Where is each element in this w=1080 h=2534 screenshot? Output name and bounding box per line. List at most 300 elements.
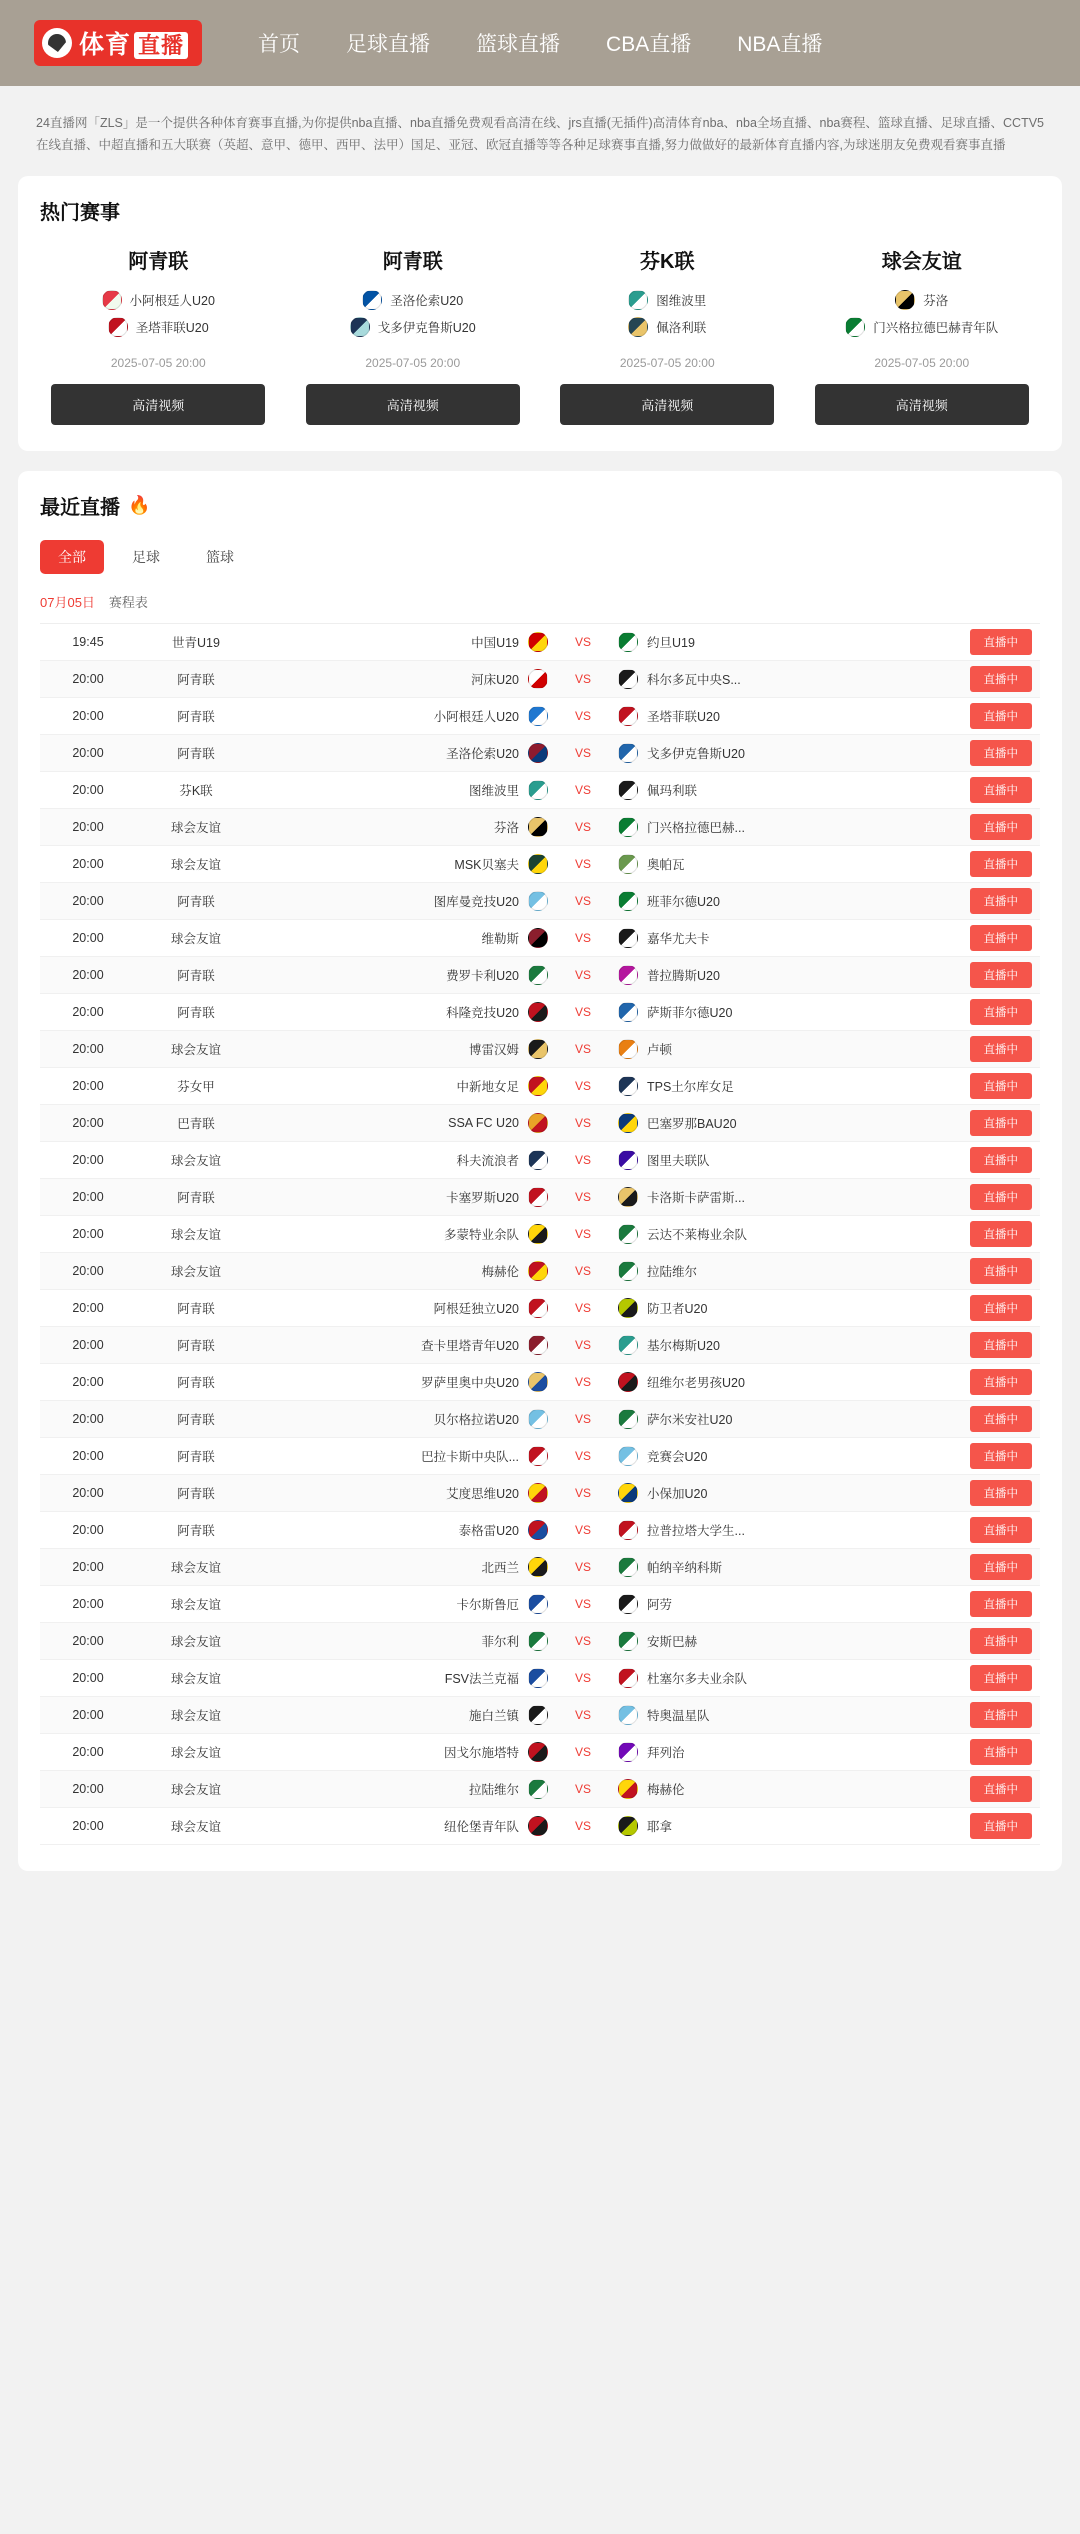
team-badge-icon bbox=[628, 290, 648, 310]
match-away-name: 约旦U19 bbox=[647, 636, 695, 650]
match-league: 球会友谊 bbox=[170, 1635, 221, 1649]
match-row[interactable] bbox=[40, 1401, 1040, 1438]
match-away-name: 图里夫联队 bbox=[647, 1154, 710, 1168]
live-now-button[interactable]: 直播中 bbox=[970, 888, 1033, 914]
match-action-cell bbox=[910, 1147, 1040, 1173]
live-now-button[interactable]: 直播中 bbox=[970, 1147, 1033, 1173]
hot-match-time: 2025-07-05 20:00 bbox=[365, 356, 461, 370]
live-now-button[interactable]: 直播中 bbox=[970, 999, 1033, 1025]
match-row[interactable] bbox=[40, 735, 1040, 772]
match-vs-label: VS bbox=[574, 1227, 591, 1241]
match-action-cell bbox=[910, 1628, 1040, 1654]
match-away bbox=[606, 1520, 910, 1540]
match-row[interactable] bbox=[40, 920, 1040, 957]
match-action-cell bbox=[910, 925, 1040, 951]
match-away bbox=[606, 1150, 910, 1170]
match-row[interactable] bbox=[40, 1068, 1040, 1105]
recent-live-title bbox=[40, 491, 1040, 520]
match-vs-label: VS bbox=[574, 931, 591, 945]
nav-item-cba[interactable]: CBA直播 bbox=[606, 33, 692, 56]
team-badge-icon bbox=[618, 1298, 638, 1318]
live-now-button[interactable]: 直播中 bbox=[970, 1369, 1033, 1395]
hot-match-league: 阿青联 bbox=[128, 251, 189, 273]
match-row[interactable] bbox=[40, 1549, 1040, 1586]
team-badge-icon bbox=[528, 854, 548, 874]
match-vs-label: VS bbox=[574, 1782, 591, 1796]
match-away bbox=[606, 891, 910, 911]
team-badge-icon bbox=[618, 1779, 638, 1799]
match-row[interactable] bbox=[40, 1327, 1040, 1364]
hot-match-away-team bbox=[350, 317, 476, 337]
match-away bbox=[606, 1224, 910, 1244]
live-now-button[interactable]: 直播中 bbox=[970, 1295, 1033, 1321]
match-away-name: 阿劳 bbox=[647, 1598, 673, 1612]
match-away bbox=[606, 1594, 910, 1614]
team-badge-icon bbox=[350, 317, 370, 337]
match-time: 20:00 bbox=[72, 1190, 104, 1204]
team-badge-icon bbox=[618, 1224, 638, 1244]
match-away-name: 门兴格拉德巴赫... bbox=[647, 821, 745, 835]
team-badge-icon bbox=[618, 1409, 638, 1429]
match-home-name: 科隆竞技U20 bbox=[446, 1006, 519, 1020]
logo-text bbox=[79, 25, 188, 61]
match-away bbox=[606, 1668, 910, 1688]
team-badge-icon bbox=[618, 1076, 638, 1096]
live-now-button[interactable]: 直播中 bbox=[970, 1665, 1033, 1691]
live-now-button[interactable]: 直播中 bbox=[970, 1517, 1033, 1543]
team-badge-icon bbox=[528, 928, 548, 948]
match-row[interactable] bbox=[40, 1660, 1040, 1697]
hot-match-cell bbox=[804, 245, 1041, 425]
team-badge-icon bbox=[618, 1187, 638, 1207]
match-away bbox=[606, 965, 910, 985]
match-time: 20:00 bbox=[72, 857, 104, 871]
live-now-button[interactable]: 直播中 bbox=[970, 1554, 1033, 1580]
team-badge-icon bbox=[528, 743, 548, 763]
match-row[interactable] bbox=[40, 1623, 1040, 1660]
match-league: 阿青联 bbox=[177, 1376, 215, 1390]
match-home-name: 中新地女足 bbox=[456, 1080, 519, 1094]
match-time: 20:00 bbox=[72, 1819, 104, 1833]
match-home-name: 纽伦堡青年队 bbox=[443, 1820, 519, 1834]
hot-match-away-name: 圣塔菲联U20 bbox=[135, 321, 209, 335]
match-home-name: 维勒斯 bbox=[481, 932, 519, 946]
team-badge-icon bbox=[528, 1002, 548, 1022]
match-row[interactable] bbox=[40, 1771, 1040, 1808]
team-badge-icon bbox=[628, 317, 648, 337]
match-league: 球会友谊 bbox=[170, 1783, 221, 1797]
match-home bbox=[256, 817, 560, 837]
match-home bbox=[256, 1335, 560, 1355]
live-now-button[interactable]: 直播中 bbox=[970, 1591, 1033, 1617]
match-action-cell bbox=[910, 962, 1040, 988]
match-league: 球会友谊 bbox=[170, 1043, 221, 1057]
match-vs-label: VS bbox=[574, 1375, 591, 1389]
live-now-button[interactable]: 直播中 bbox=[970, 1480, 1033, 1506]
match-home-name: SSA FC U20 bbox=[448, 1116, 519, 1130]
match-away-name: 圣塔菲联U20 bbox=[647, 710, 720, 724]
live-now-button[interactable]: 直播中 bbox=[970, 629, 1033, 655]
match-vs-label: VS bbox=[574, 1153, 591, 1167]
match-time: 20:00 bbox=[72, 746, 104, 760]
match-row[interactable] bbox=[40, 1808, 1040, 1845]
team-badge-icon bbox=[362, 290, 382, 310]
live-now-button[interactable]: 直播中 bbox=[970, 777, 1033, 803]
live-now-button[interactable]: 直播中 bbox=[970, 814, 1033, 840]
match-list bbox=[40, 624, 1040, 1845]
match-away-name: 萨尔米安社U20 bbox=[647, 1413, 733, 1427]
match-vs-label: VS bbox=[574, 1301, 591, 1315]
match-action-cell bbox=[910, 999, 1040, 1025]
match-away bbox=[606, 1631, 910, 1651]
match-row[interactable] bbox=[40, 698, 1040, 735]
match-row[interactable] bbox=[40, 1179, 1040, 1216]
match-vs-label: VS bbox=[574, 1671, 591, 1685]
match-action-cell bbox=[910, 1332, 1040, 1358]
match-action-cell bbox=[910, 1073, 1040, 1099]
match-home bbox=[256, 1113, 560, 1133]
nav-item-basketball[interactable]: 篮球直播 bbox=[476, 33, 561, 56]
match-vs-label: VS bbox=[574, 1412, 591, 1426]
live-now-button[interactable]: 直播中 bbox=[970, 851, 1033, 877]
hot-match-cell bbox=[549, 245, 786, 425]
match-vs-label: VS bbox=[574, 783, 591, 797]
recent-live-card bbox=[18, 471, 1062, 1871]
hd-video-button[interactable]: 高清视频 bbox=[560, 384, 774, 425]
live-now-button[interactable]: 直播中 bbox=[970, 1073, 1033, 1099]
team-badge-icon bbox=[618, 1483, 638, 1503]
live-now-button[interactable]: 直播中 bbox=[970, 1406, 1033, 1432]
match-action-cell bbox=[910, 1110, 1040, 1136]
team-badge-icon bbox=[618, 1520, 638, 1540]
live-now-button[interactable]: 直播中 bbox=[970, 703, 1033, 729]
match-league: 阿青联 bbox=[177, 747, 215, 761]
hot-matches-grid bbox=[40, 245, 1040, 425]
match-time: 20:00 bbox=[72, 1338, 104, 1352]
match-time: 20:00 bbox=[72, 820, 104, 834]
match-home-name: 施白兰镇 bbox=[468, 1709, 519, 1723]
hot-match-time: 2025-07-05 20:00 bbox=[110, 356, 206, 370]
match-home bbox=[256, 632, 560, 652]
live-now-button[interactable]: 直播中 bbox=[970, 1258, 1033, 1284]
match-away bbox=[606, 706, 910, 726]
match-row[interactable] bbox=[40, 1697, 1040, 1734]
hd-video-button[interactable]: 高清视频 bbox=[306, 384, 520, 425]
match-row[interactable] bbox=[40, 1142, 1040, 1179]
match-home bbox=[256, 1520, 560, 1540]
match-action-cell bbox=[910, 1813, 1040, 1839]
match-row[interactable] bbox=[40, 809, 1040, 846]
match-row[interactable] bbox=[40, 1290, 1040, 1327]
match-away bbox=[606, 1742, 910, 1762]
match-row[interactable] bbox=[40, 1364, 1040, 1401]
match-away bbox=[606, 1372, 910, 1392]
match-home bbox=[256, 1816, 560, 1836]
match-away-name: 科尔多瓦中央S... bbox=[647, 673, 741, 687]
match-vs-label: VS bbox=[574, 709, 591, 723]
hot-match-away-team bbox=[845, 317, 998, 337]
hot-match-away-name: 门兴格拉德巴赫青年队 bbox=[873, 321, 999, 335]
hot-match-cell bbox=[40, 245, 277, 425]
match-action-cell bbox=[910, 1184, 1040, 1210]
tab-all[interactable]: 全部 bbox=[40, 540, 104, 574]
live-now-button[interactable]: 直播中 bbox=[970, 1702, 1033, 1728]
match-home bbox=[256, 1261, 560, 1281]
match-league: 球会友谊 bbox=[170, 1709, 221, 1723]
match-action-cell bbox=[910, 666, 1040, 692]
current-date-label: 07月05日 bbox=[40, 595, 95, 610]
tab-basketball[interactable]: 篮球 bbox=[206, 549, 234, 565]
team-badge-icon bbox=[618, 669, 638, 689]
team-badge-icon bbox=[528, 1446, 548, 1466]
match-home-name: 卡塞罗斯U20 bbox=[446, 1191, 519, 1205]
team-badge-icon bbox=[528, 1668, 548, 1688]
match-league: 阿青联 bbox=[177, 1006, 215, 1020]
live-now-button[interactable]: 直播中 bbox=[970, 1813, 1033, 1839]
match-action-cell bbox=[910, 1591, 1040, 1617]
match-row[interactable] bbox=[40, 624, 1040, 661]
match-away bbox=[606, 1446, 910, 1466]
match-home bbox=[256, 1076, 560, 1096]
team-badge-icon bbox=[618, 1742, 638, 1762]
match-action-cell bbox=[910, 629, 1040, 655]
match-row[interactable] bbox=[40, 1216, 1040, 1253]
hd-video-button[interactable]: 高清视频 bbox=[815, 384, 1029, 425]
match-away-name: 班菲尔德U20 bbox=[647, 895, 720, 909]
match-time: 20:00 bbox=[72, 931, 104, 945]
match-away-name: 梅赫伦 bbox=[647, 1783, 685, 1797]
match-home bbox=[256, 854, 560, 874]
team-badge-icon bbox=[618, 817, 638, 837]
team-badge-icon bbox=[528, 1520, 548, 1540]
live-now-button[interactable]: 直播中 bbox=[970, 1110, 1033, 1136]
team-badge-icon bbox=[618, 1705, 638, 1725]
site-logo[interactable] bbox=[34, 20, 202, 66]
hot-matches-card bbox=[18, 176, 1062, 451]
match-away-name: 佩玛利联 bbox=[647, 784, 698, 798]
match-vs-label: VS bbox=[574, 1634, 591, 1648]
match-row[interactable] bbox=[40, 1586, 1040, 1623]
match-action-cell bbox=[910, 1517, 1040, 1543]
match-home-name: 巴拉卡斯中央队... bbox=[421, 1450, 519, 1464]
match-time: 20:00 bbox=[72, 1782, 104, 1796]
team-badge-icon bbox=[528, 1076, 548, 1096]
live-now-button[interactable]: 直播中 bbox=[970, 1776, 1033, 1802]
match-home-name: 阿根廷独立U20 bbox=[433, 1302, 519, 1316]
match-away-name: 嘉华尤夫卡 bbox=[647, 932, 710, 946]
match-time: 20:00 bbox=[72, 1153, 104, 1167]
match-action-cell bbox=[910, 814, 1040, 840]
match-vs-label: VS bbox=[574, 1449, 591, 1463]
match-away-name: 纽维尔老男孩U20 bbox=[647, 1376, 745, 1390]
match-time: 20:00 bbox=[72, 1560, 104, 1574]
match-row[interactable] bbox=[40, 661, 1040, 698]
team-badge-icon bbox=[528, 1631, 548, 1651]
live-now-button[interactable]: 直播中 bbox=[970, 666, 1033, 692]
match-home-name: 河床U20 bbox=[471, 673, 519, 687]
match-vs-label: VS bbox=[574, 1338, 591, 1352]
team-badge-icon bbox=[528, 1409, 548, 1429]
match-league: 球会友谊 bbox=[170, 1672, 221, 1686]
match-away bbox=[606, 854, 910, 874]
match-time: 20:00 bbox=[72, 1005, 104, 1019]
hot-match-cell bbox=[295, 245, 532, 425]
match-action-cell bbox=[910, 1258, 1040, 1284]
match-away bbox=[606, 1779, 910, 1799]
match-away-name: 普拉腾斯U20 bbox=[647, 969, 720, 983]
team-badge-icon bbox=[528, 1150, 548, 1170]
match-away-name: 云达不莱梅业余队 bbox=[647, 1228, 748, 1242]
team-badge-icon bbox=[618, 1557, 638, 1577]
match-away bbox=[606, 1076, 910, 1096]
match-away-name: 拉陆维尔 bbox=[647, 1265, 698, 1279]
match-action-cell bbox=[910, 1369, 1040, 1395]
match-away-name: 杜塞尔多夫业余队 bbox=[647, 1672, 748, 1686]
match-home bbox=[256, 1446, 560, 1466]
match-home bbox=[256, 743, 560, 763]
match-action-cell bbox=[910, 1295, 1040, 1321]
team-badge-icon bbox=[528, 891, 548, 911]
match-vs-label: VS bbox=[574, 1264, 591, 1278]
team-badge-icon bbox=[528, 1705, 548, 1725]
date-row bbox=[40, 592, 1040, 624]
match-away-name: 帕纳辛纳科斯 bbox=[647, 1561, 723, 1575]
nav-item-nba[interactable]: NBA直播 bbox=[737, 33, 823, 56]
match-home-name: 费罗卡利U20 bbox=[446, 969, 519, 983]
match-vs-label: VS bbox=[574, 1560, 591, 1574]
match-time: 20:00 bbox=[72, 709, 104, 723]
match-row[interactable] bbox=[40, 1438, 1040, 1475]
live-now-button[interactable]: 直播中 bbox=[970, 1221, 1033, 1247]
team-badge-icon bbox=[618, 891, 638, 911]
live-now-button[interactable]: 直播中 bbox=[970, 925, 1033, 951]
hot-match-home-team bbox=[895, 290, 948, 310]
main-nav bbox=[258, 28, 822, 58]
tab-football[interactable]: 足球 bbox=[132, 549, 160, 565]
match-away-name: 奥帕瓦 bbox=[647, 858, 685, 872]
site-intro-text: 24直播网「ZLS」是一个提供各种体育赛事直播,为你提供nba直播、nba直播免费观看高清在线、jrs直播(无插件)高清体育nba、nba全场直播、nba赛程、篮球直播、足球直播、CCTV5在线直播、中超直播和五大联赛（英超、意甲、德甲、西甲、法甲）国足、亚冠、欧冠直播等等各种足球赛事直播,努力做做好的最新体育直播内容,为球迷朋友免费观看赛事直播 bbox=[36, 116, 1044, 152]
team-badge-icon bbox=[618, 1113, 638, 1133]
match-action-cell bbox=[910, 851, 1040, 877]
match-action-cell bbox=[910, 1776, 1040, 1802]
team-badge-icon bbox=[618, 1150, 638, 1170]
match-home-name: 芬洛 bbox=[493, 821, 519, 835]
match-time: 20:00 bbox=[72, 1412, 104, 1426]
match-time: 20:00 bbox=[72, 1375, 104, 1389]
match-home-name: 因戈尔施塔特 bbox=[443, 1746, 519, 1760]
match-action-cell bbox=[910, 1702, 1040, 1728]
match-row[interactable] bbox=[40, 1031, 1040, 1068]
match-home bbox=[256, 1631, 560, 1651]
team-badge-icon bbox=[528, 632, 548, 652]
hd-video-button[interactable]: 高清视频 bbox=[51, 384, 265, 425]
match-vs-label: VS bbox=[574, 1745, 591, 1759]
team-badge-icon bbox=[528, 780, 548, 800]
match-home bbox=[256, 965, 560, 985]
match-league: 阿青联 bbox=[177, 1302, 215, 1316]
team-badge-icon bbox=[618, 743, 638, 763]
match-home-name: 博雷汉姆 bbox=[468, 1043, 519, 1057]
football-icon bbox=[42, 28, 72, 58]
live-now-button[interactable]: 直播中 bbox=[970, 1332, 1033, 1358]
team-badge-icon bbox=[618, 1335, 638, 1355]
live-now-button[interactable]: 直播中 bbox=[970, 1184, 1033, 1210]
match-row[interactable] bbox=[40, 957, 1040, 994]
match-away bbox=[606, 1261, 910, 1281]
live-now-button[interactable]: 直播中 bbox=[970, 1739, 1033, 1765]
hot-matches-title bbox=[40, 196, 1040, 225]
match-home-name: 中国U19 bbox=[471, 636, 519, 650]
match-action-cell bbox=[910, 1554, 1040, 1580]
nav-item-home[interactable]: 首页 bbox=[258, 33, 301, 56]
schedule-link[interactable]: 赛程表 bbox=[108, 595, 148, 610]
live-now-button[interactable]: 直播中 bbox=[970, 1036, 1033, 1062]
team-badge-icon bbox=[528, 1335, 548, 1355]
match-away-name: 卢顿 bbox=[647, 1043, 673, 1057]
live-now-button[interactable]: 直播中 bbox=[970, 1443, 1033, 1469]
match-home bbox=[256, 669, 560, 689]
match-row[interactable] bbox=[40, 1512, 1040, 1549]
team-badge-icon bbox=[528, 1113, 548, 1133]
hot-match-home-team bbox=[362, 290, 463, 310]
match-home-name: 菲尔利 bbox=[481, 1635, 519, 1649]
match-league: 球会友谊 bbox=[170, 1228, 221, 1242]
match-away bbox=[606, 1409, 910, 1429]
team-badge-icon bbox=[528, 1594, 548, 1614]
match-row[interactable] bbox=[40, 772, 1040, 809]
live-now-button[interactable]: 直播中 bbox=[970, 962, 1033, 988]
match-away-name: 萨斯菲尔德U20 bbox=[647, 1006, 733, 1020]
match-time: 20:00 bbox=[72, 1227, 104, 1241]
match-row[interactable] bbox=[40, 1475, 1040, 1512]
match-row[interactable] bbox=[40, 994, 1040, 1031]
match-away-name: 巴塞罗那BAU20 bbox=[647, 1117, 737, 1131]
match-league: 阿青联 bbox=[177, 1487, 215, 1501]
team-badge-icon bbox=[528, 669, 548, 689]
match-action-cell bbox=[910, 1665, 1040, 1691]
match-home-name: FSV法兰克福 bbox=[444, 1672, 519, 1686]
match-row[interactable] bbox=[40, 883, 1040, 920]
team-badge-icon bbox=[618, 1372, 638, 1392]
match-vs-label: VS bbox=[574, 1486, 591, 1500]
team-badge-icon bbox=[618, 965, 638, 985]
match-home bbox=[256, 1224, 560, 1244]
match-row[interactable] bbox=[40, 1734, 1040, 1771]
match-row[interactable] bbox=[40, 846, 1040, 883]
nav-item-football[interactable]: 足球直播 bbox=[346, 33, 431, 56]
team-badge-icon bbox=[528, 1816, 548, 1836]
hot-match-home-name: 小阿根廷人U20 bbox=[129, 294, 215, 308]
hot-match-time: 2025-07-05 20:00 bbox=[619, 356, 715, 370]
team-badge-icon bbox=[618, 854, 638, 874]
match-row[interactable] bbox=[40, 1105, 1040, 1142]
match-time: 20:00 bbox=[72, 1486, 104, 1500]
hot-match-league: 球会友谊 bbox=[881, 251, 962, 273]
hot-match-away-name: 戈多伊克鲁斯U20 bbox=[377, 321, 476, 335]
match-home bbox=[256, 1372, 560, 1392]
match-league: 阿青联 bbox=[177, 673, 215, 687]
match-home bbox=[256, 928, 560, 948]
match-home bbox=[256, 891, 560, 911]
match-row[interactable] bbox=[40, 1253, 1040, 1290]
match-home-name: 梅赫伦 bbox=[481, 1265, 519, 1279]
live-now-button[interactable]: 直播中 bbox=[970, 1628, 1033, 1654]
live-now-button[interactable]: 直播中 bbox=[970, 740, 1033, 766]
team-badge-icon bbox=[528, 1557, 548, 1577]
match-away bbox=[606, 632, 910, 652]
match-time: 20:00 bbox=[72, 1523, 104, 1537]
match-away-name: 安斯巴赫 bbox=[647, 1635, 698, 1649]
